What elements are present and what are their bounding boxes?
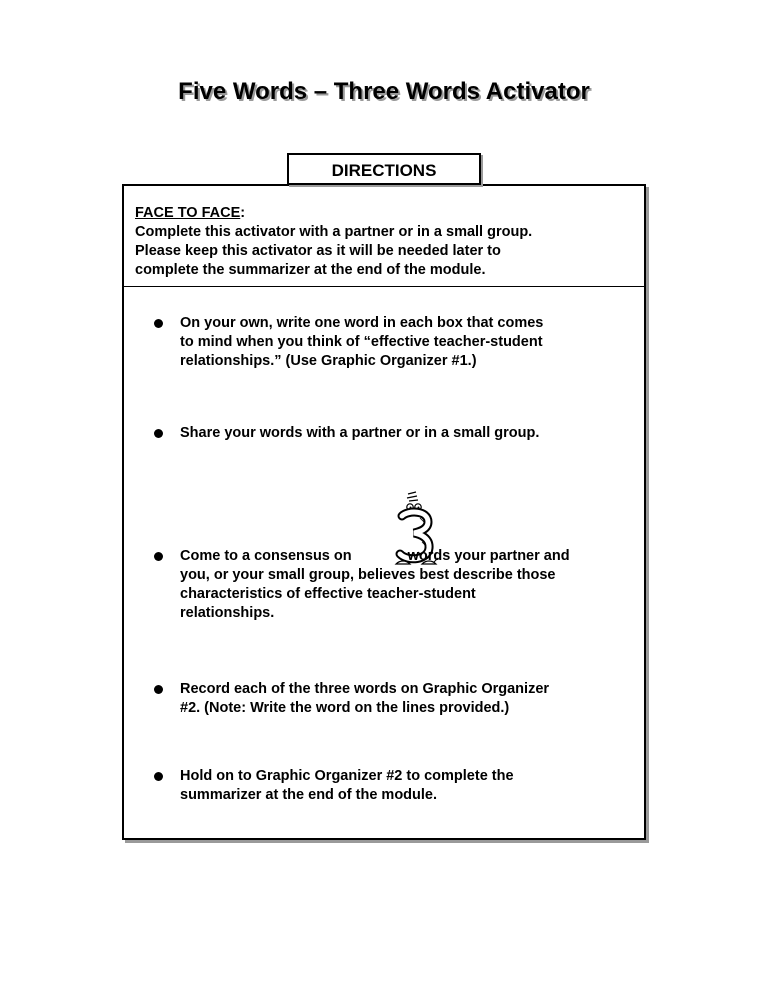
bullet-icon: [154, 685, 163, 694]
directions-tab: DIRECTIONS: [287, 153, 481, 185]
bullet-text: Record each of the three words on Graphic Organizer: [180, 681, 550, 697]
bullet-text-first: [180, 547, 639, 566]
bullet-icon: [154, 772, 163, 781]
bullet-text: Hold on to Graphic Organizer #2 to complete the: [180, 768, 514, 784]
bullet-text: you, or your small group, believes best describe those: [180, 567, 556, 583]
bullet-text: relationships.: [180, 605, 275, 621]
bullet-text-before-icon: Come to a consensus on: [180, 548, 352, 564]
bullet-text: On your own, write one word in each box that comes: [180, 315, 544, 331]
bullet-icon: [154, 429, 163, 438]
bullet-text: summarizer at the end of the module.: [180, 787, 438, 803]
bullet-icon: [154, 552, 163, 561]
bullet-text-after-icon: words your partner and: [407, 548, 570, 564]
bullet-icon: [154, 319, 163, 328]
list-item: [154, 314, 639, 371]
list-item: [154, 547, 639, 623]
list-item: [154, 767, 639, 805]
bullet-text: Share your words with a partner or in a small group.: [180, 425, 540, 441]
face-to-face-colon: :: [240, 205, 246, 221]
page-title: Five Words – Three Words Activator: [178, 78, 590, 105]
bullet-text: to mind when you think of “effective teacher-student: [180, 334, 543, 350]
face-to-face-heading-line: [135, 204, 644, 223]
face-to-face-line: complete the summarizer at the end of the module.: [135, 262, 486, 278]
bullet-text: #2. (Note: Write the word on the lines provided.): [180, 700, 510, 716]
face-to-face-heading: FACE TO FACE: [135, 205, 241, 221]
face-to-face-section: [124, 186, 644, 287]
directions-panel: [122, 184, 646, 840]
face-to-face-line: Please keep this activator as it will be needed later to: [135, 243, 501, 259]
list-item: [154, 424, 639, 443]
bullet-text: relationships.” (Use Graphic Organizer #1.): [180, 353, 477, 369]
bullet-text: characteristics of effective teacher-student: [180, 586, 476, 602]
face-to-face-line: Complete this activator with a partner or in a small group.: [135, 224, 533, 240]
list-item: [154, 680, 639, 718]
